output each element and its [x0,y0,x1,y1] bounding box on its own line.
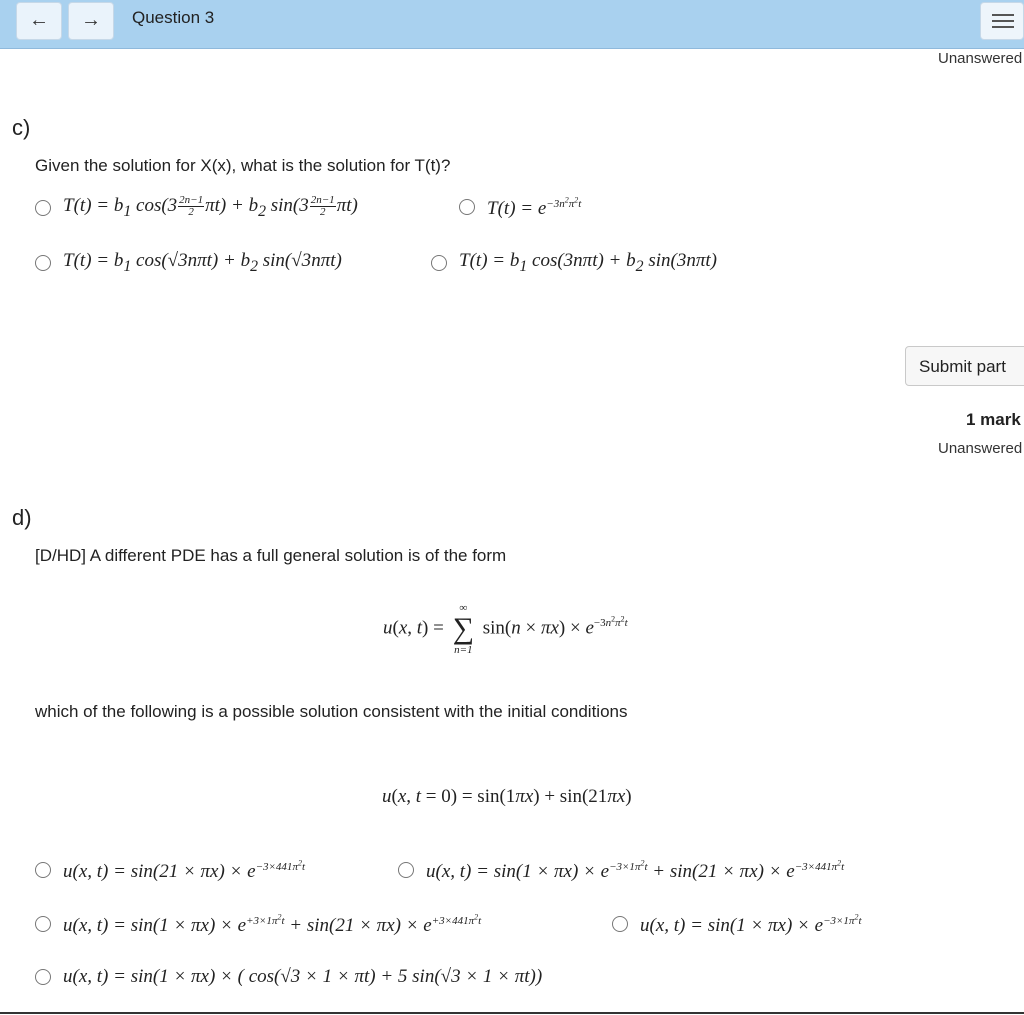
top-bar [0,0,1024,49]
radio-button[interactable] [459,199,475,215]
part-d-option-1[interactable] [35,858,305,883]
part-d-prompt-2: which of the following is a possible solution consistent with the initial conditions [35,702,628,721]
marks-label: 1 mark [966,410,1021,429]
option-math: u(x, $t) = \sin(1 \times \pi x) \times e^{-3\times 1\pi^2t} + \sin(21 \times \pi x) \times e^{-3\times 441\pi^2t}$ [426,858,845,882]
submit-part-button[interactable]: Submit part [905,346,1024,386]
radio-button[interactable] [35,200,51,216]
bottom-divider [0,1012,1024,1014]
option-math: $T(t) = b_1$ cos(3 $\frac{2n-1}{2}$ $\pi t) + b_2$ sin(3 $\frac{2n-1}{2}$ πt) [63,194,358,220]
part-d-option-3[interactable] [35,912,481,937]
part-d-prompt: [D/HD] A different PDE has a full general solution is of the form [35,546,507,565]
part-c-option-1[interactable] [35,195,358,221]
option-math: u(x, $t) = \sin(21 \times \pi x) \times e^{-3\times 441\pi^2t}$ [63,858,306,882]
radio-button[interactable] [35,916,51,932]
radio-button[interactable] [398,862,414,878]
part-d-option-2[interactable] [398,858,844,883]
option-math: u(x, $t) = \sin(1 \times \pi x) \times e^{-3\times 1\pi^2t}$ [640,912,862,936]
part-d-label: d) [12,505,32,530]
part-c-option-4[interactable] [431,250,717,276]
general-solution-equation: u(x, t) = ∞ ∑ n=1 $\sin(n \times \pi x) \times e^{-3n^2\pi^2t}$ [383,602,628,656]
radio-button[interactable] [431,255,447,271]
radio-button[interactable] [35,255,51,271]
part-d-option-5[interactable] [35,966,542,988]
status-unanswered-mid: Unanswered [938,440,1023,457]
part-c-label: c) [12,115,31,140]
part-c-option-3[interactable] [35,250,342,276]
status-unanswered-top: Unanswered [938,50,1023,67]
part-c-prompt: Given the solution for X(x), what is the solution for T(t)? [35,156,451,175]
back-arrow-button[interactable]: ← [16,2,62,40]
option-math: $T(t) = b_1$ $\cos(3n\pi t) + b_2$ sin(3nπt) [459,250,717,275]
part-c-option-2[interactable] [459,195,581,220]
initial-condition-equation: u(x, t = 0) = sin(1πx) + sin(21πx) [382,786,632,807]
option-math: u(x, t) = sin(1 × πx) × ( cos(√3 × 1 × πt) + 5 sin(√3 × 1 × πt)) [63,966,543,987]
question-title: Question 3 [132,8,215,27]
option-math: u(x, $t) = \sin(1 \times \pi x) \times e^{+3\times 1\pi^2t} + \sin(21 \times \pi x) \times e^{+3\times 441\pi^2t}$ [63,912,482,936]
radio-button[interactable] [35,969,51,985]
hamburger-menu-icon[interactable] [980,2,1024,40]
option-math: $T(t) = e^{-3n^2\pi^2t}$ [487,195,582,219]
radio-button[interactable] [35,862,51,878]
option-math: $T(t) = b_1$ $\cos(√3n\pi t) + b_2$ sin(√3nπt) [63,250,342,275]
radio-button[interactable] [612,916,628,932]
forward-arrow-button[interactable]: → [68,2,114,40]
part-d-option-4[interactable] [612,912,862,937]
